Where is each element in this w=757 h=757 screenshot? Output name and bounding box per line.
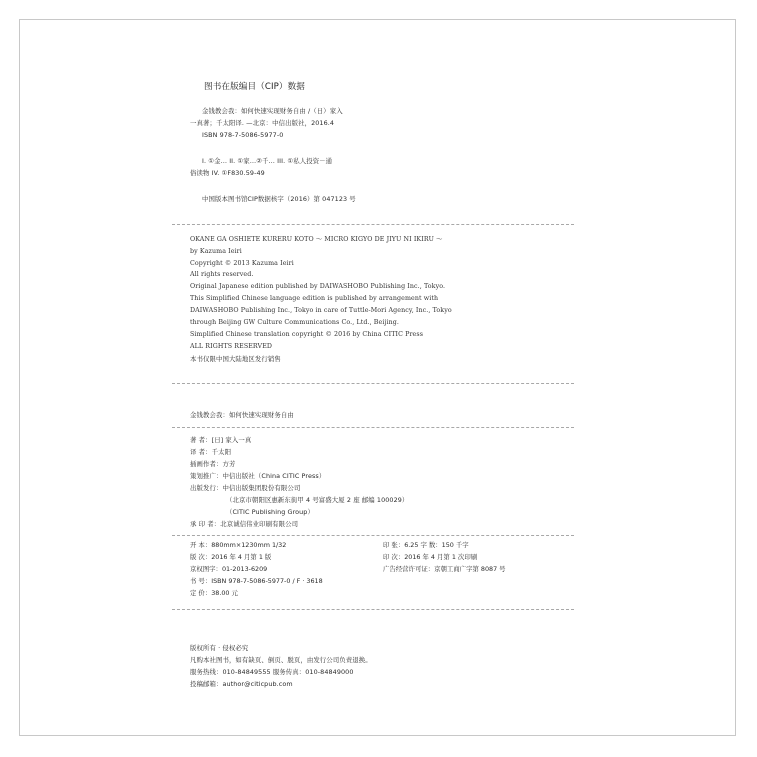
book-author: 著 者：[日] 家入一真: [190, 436, 252, 444]
copyright-region: 本书仅限中国大陆地区发行销售: [190, 355, 281, 363]
cip-line-classification: I. ①金… II. ①家…②千… III. ①私人投资－通: [202, 157, 333, 165]
spec-format: 开 本：880mm×1230mm 1/32: [190, 541, 287, 549]
cip-line-1: 金钱教会我：如何快速实现财务自由 /（日）家入: [202, 107, 343, 115]
rights-hotline: 服务热线：010-84849555 服务传真：010-84849000: [190, 668, 354, 676]
book-publisher: 出版发行：中信出版集团股份有限公司: [190, 484, 301, 492]
cip-record-number: 中国版本图书馆CIP数据核字（2016）第 047123 号: [202, 195, 356, 203]
copyright-all-rights: ALL RIGHTS RESERVED: [190, 343, 273, 350]
spec-ad-license: 广告经营许可证：京朝工商广字第 8087 号: [383, 565, 506, 573]
rights-email: 投稿邮箱：author@citicpub.com: [190, 680, 293, 688]
separator-2: [172, 383, 574, 384]
copyright-reserved: All rights reserved.: [190, 271, 254, 278]
copyright-arrangement: This Simplified Chinese language edition is published by arrangement with: [190, 295, 439, 302]
rights-return-policy: 凡购本社图书，如有缺页、倒页、脱页，由发行公司负责退换。: [190, 656, 372, 664]
spec-sheets-wordcount: 印 张：6.25 字 数：150 千字: [383, 541, 469, 549]
cip-isbn: ISBN 978-7-5086-5977-0: [202, 131, 284, 139]
separator-5: [172, 609, 574, 610]
rights-title: 版权所有 · 侵权必究: [190, 644, 249, 652]
spec-copyright-reg: 京权图字：01-2013-6209: [190, 565, 268, 573]
cip-line-classification-2: 俗读物 IV. ①F830.59-49: [190, 169, 265, 177]
book-printer: 承 印 者：北京诚信伟业印刷有限公司: [190, 520, 299, 528]
cip-line-2: 一真著；千太阳译. —北京：中信出版社，2016.4: [190, 119, 335, 127]
copyright-translation: Simplified Chinese translation copyright © 2016 by China CITIC Press: [190, 331, 424, 338]
copyright-through: through Beijing GW Culture Communications Co., Ltd., Beijing.: [190, 319, 400, 326]
book-address: （北京市朝阳区惠新东街甲 4 号富盛大厦 2 座 邮编 100029）: [226, 496, 409, 504]
spec-printing: 印 次：2016 年 4 月第 1 次印刷: [383, 553, 478, 561]
book-planning: 策划推广：中信出版社（China CITIC Press）: [190, 472, 326, 480]
book-title: 金钱教会我：如何快速实现财务自由: [190, 411, 294, 419]
copyright-notice: Copyright © 2013 Kazuma Ieiri: [190, 260, 294, 267]
spec-isbn: 书 号：ISBN 978-7-5086-5977-0 / F · 3618: [190, 577, 323, 585]
copyright-original-edition: Original Japanese edition published by DAIWASHOBO Publishing Inc., Tokyo.: [190, 283, 446, 290]
book-translator: 译 者：千太阳: [190, 448, 232, 456]
separator-3: [172, 427, 574, 428]
copyright-author: by Kazuma Ieiri: [190, 248, 242, 255]
spec-price: 定 价：38.00 元: [190, 589, 238, 597]
page-border: [19, 19, 736, 736]
spec-edition: 版 次：2016 年 4 月第 1 版: [190, 553, 272, 561]
copyright-original-title: OKANE GA OSHIETE KURERU KOTO ～ MICRO KIGYO DE JIYU NI IKIRU ～: [190, 236, 443, 243]
book-illustrator: 插画作者：方芳: [190, 460, 236, 468]
separator-1: [172, 224, 574, 225]
copyright-agency: DAIWASHOBO Publishing Inc., Tokyo in care of Tuttle-Mori Agency, Inc., Tokyo: [190, 307, 452, 314]
separator-4: [172, 535, 574, 536]
cip-title: 图书在版编目（CIP）数据: [204, 82, 305, 92]
book-group: （CITIC Publishing Group）: [226, 508, 314, 516]
